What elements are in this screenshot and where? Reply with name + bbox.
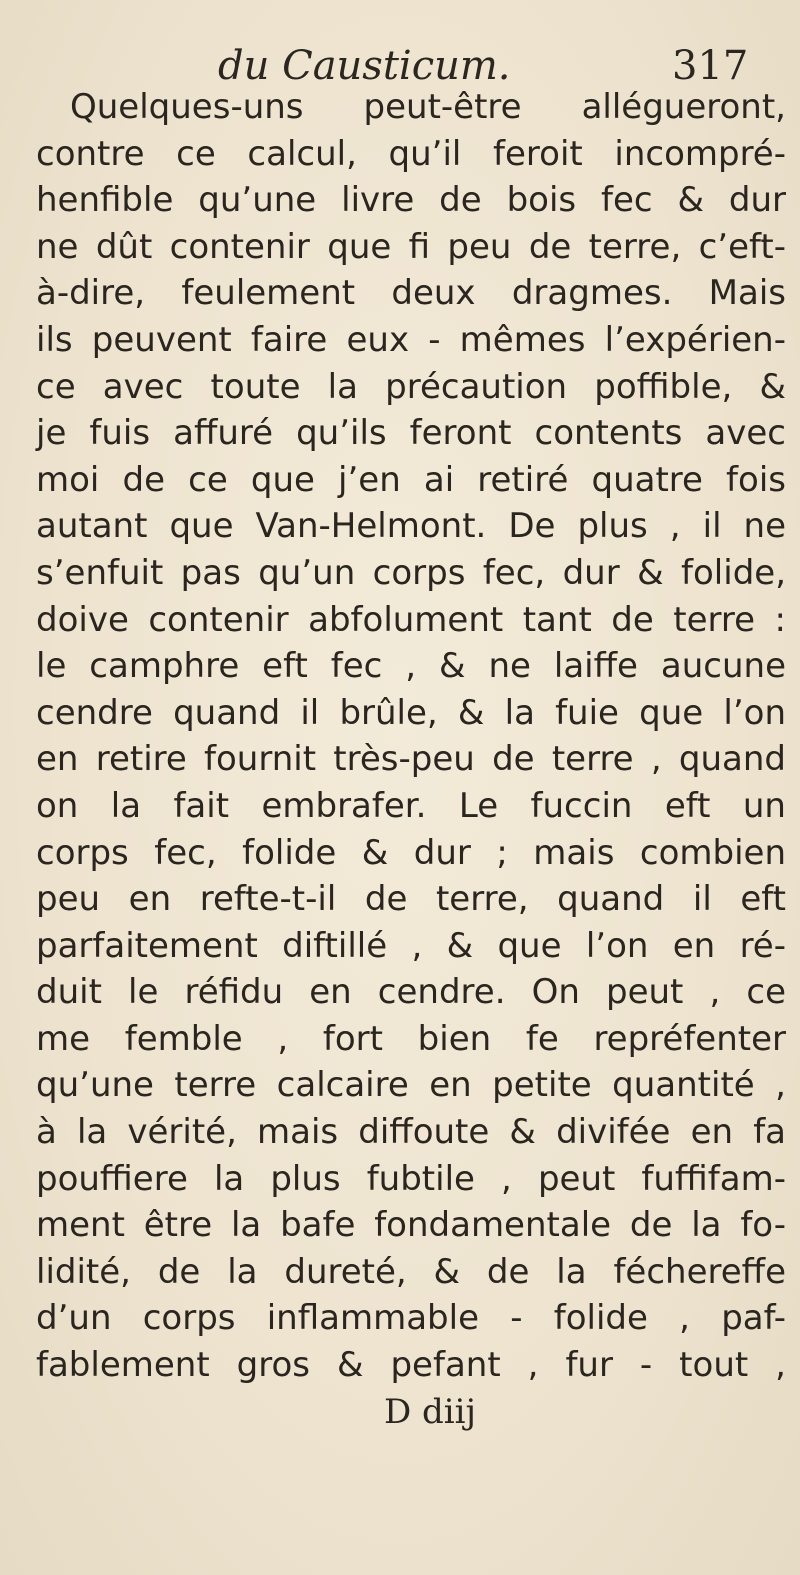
text-line: peu en refte-t-il de terre, quand il eft (36, 879, 786, 920)
text-line: je fuis affuré qu’ils feront contents avec (36, 413, 786, 454)
text-line: duit le réfidu en cendre. On peut , ce (36, 972, 786, 1013)
text-line: en retire fournit très-peu de terre , quand (36, 739, 786, 780)
text-line: ils peuvent faire eux - mêmes l’expérien- (36, 319, 786, 360)
text-line: s’enfuit pas qu’un corps fec, dur & folide, (36, 552, 786, 593)
signature-mark: D diij (383, 1392, 477, 1432)
text-line: moi de ce que j’en ai retiré quatre fois (36, 459, 786, 500)
body-text (36, 84, 786, 1389)
text-line: contre ce calcul, qu’il feroit incompré- (36, 133, 786, 174)
text-line: on la fait embrafer. Le fuccin eft un (36, 785, 786, 826)
text-line: pouffiere la plus fubtile , peut fuffifam- (36, 1158, 786, 1199)
text-line: corps fec, folide & dur ; mais combien (36, 832, 786, 873)
text-line: henfible qu’une livre de bois fec & dur (36, 180, 786, 221)
text-line: ne dût contenir que fi peu de terre, c’eft- (36, 226, 786, 267)
text-line: fablement gros & pefant , fur - tout , (36, 1345, 786, 1386)
text-line: lidité, de la dureté, & de la féchereffe (36, 1251, 786, 1292)
text-line: qu’une terre calcaire en petite quantité , (36, 1065, 786, 1106)
text-line: parfaitement diftillé , & que l’on en ré- (36, 925, 786, 966)
text-line: le camphre eft fec , & ne laiffe aucune (36, 646, 786, 687)
text-line: Quelques-uns peut-être allégueront, (70, 87, 786, 127)
text-line: d’un corps inflammable - folide , paf- (36, 1298, 786, 1339)
text-line: autant que Van-Helmont. De plus , il ne (36, 506, 786, 547)
text-line: doive contenir abfolument tant de terre : (36, 599, 786, 640)
text-line: ce avec toute la précaution poffible, & (36, 366, 786, 407)
text-line: cendre quand il brûle, & la fuie que l’on (36, 692, 786, 733)
running-title: du Causticum. (218, 43, 511, 89)
text-line: à-dire, feulement deux dragmes. Mais (36, 273, 786, 314)
text-line: me femble , fort bien fe repréfenter (36, 1018, 786, 1059)
text-line: à la vérité, mais diffoute & divifée en fa (36, 1112, 786, 1153)
page-number: 317 (672, 43, 749, 89)
text-line: ment être la bafe fondamentale de la fo- (36, 1205, 786, 1246)
